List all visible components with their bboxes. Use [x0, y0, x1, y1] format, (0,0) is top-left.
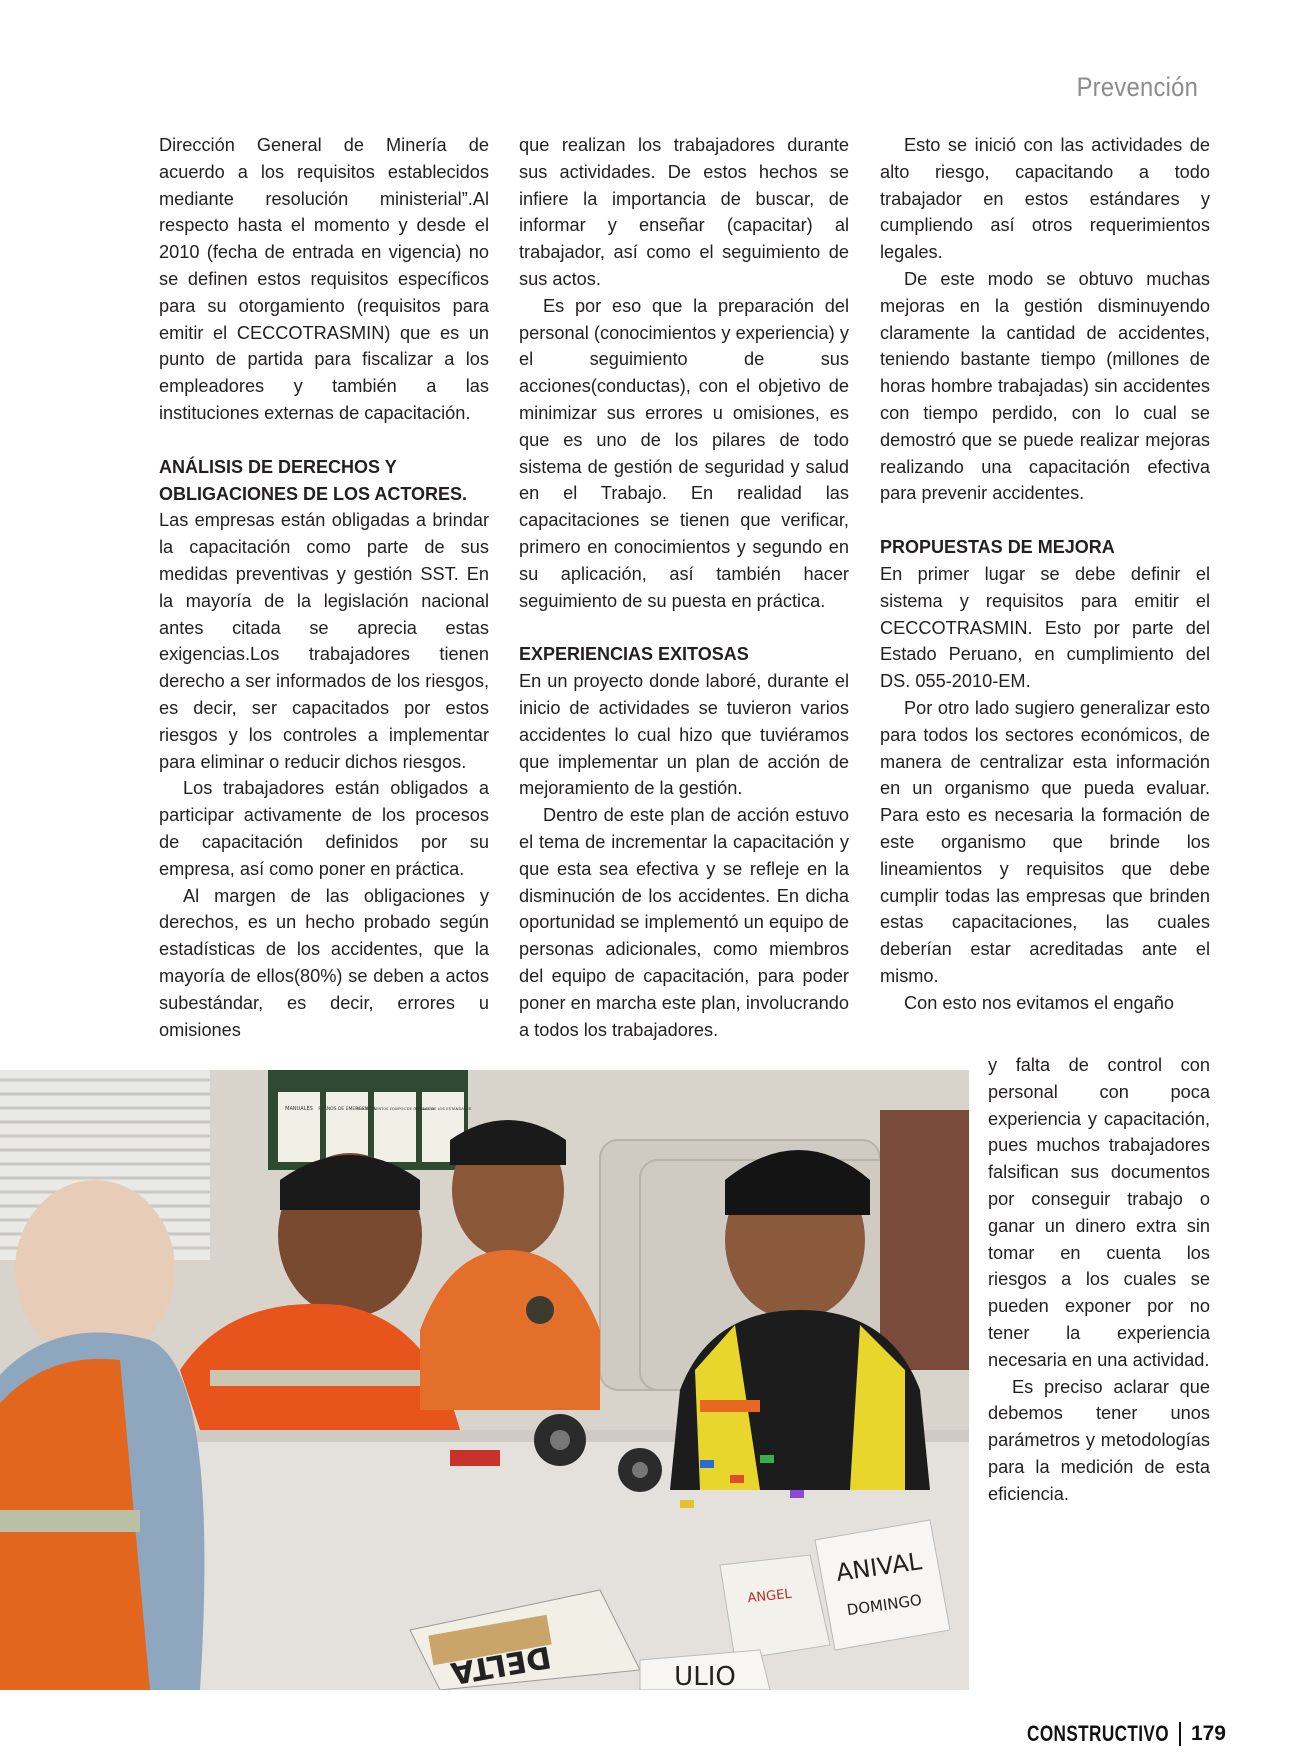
- paragraph: y falta de control con personal con poca experiencia y capacitación, pues muchos trabajadores falsifican sus documentos por conseguir trabajo o ganar un dinero extra sin tomar en cuenta los riesgos a los cuales se pueden exponer por no tener la experiencia necesaria en una actividad.: [988, 1055, 1210, 1370]
- card-text: ANGEL: [746, 1586, 793, 1607]
- booklet-title: DELTA: [448, 1638, 554, 1690]
- footer-separator: [1179, 1722, 1181, 1746]
- board-label: REGLAS DE LOS ESTÁNDARES: [414, 1106, 472, 1111]
- section-heading: PROPUESTAS DE MEJORA: [880, 537, 1115, 558]
- paragraph: En un proyecto donde laboré, durante el inicio de actividades se tuvieron varios accidentes lo cual hizo que tuviéramos que implementar un plan de acción de mejoramiento de la gestión.: [519, 671, 849, 799]
- board-label: PLANOS DE EMERGENCIA: [318, 1107, 376, 1112]
- paragraph: Es preciso aclarar que debemos tener unos parámetros y metodologías para la medición de esta eficiencia.: [988, 1376, 1210, 1504]
- page-footer: [987, 1721, 1226, 1747]
- paragraph: De este modo se obtuvo muchas mejoras en la gestión disminuyendo claramente la cantidad de accidentes, teniendo bastante tiempo (millones de horas hombre trabajadas) sin accidentes con tiempo perdido, con lo cual se demostró que se puede realizar mejoras realizando una capacitación efectiva para prevenir accidentes.: [880, 268, 1210, 504]
- card-text: ANIVAL: [834, 1547, 924, 1587]
- column-2: [519, 132, 849, 1043]
- board-label: MANUALES: [285, 1106, 313, 1112]
- name-card-anival: [815, 1520, 950, 1650]
- paragraph: Dentro de este plan de acción estuvo el tema de incrementar la capacitación y que esta sea efectiva y se refleje en la disminución de los accidentes. En dicha oportunidad se implementó un equipo de personas adicionales, como miembros del equipo de capacitación, para poder poner en marcha este plan, involucrando a todos los trabajadores.: [519, 805, 849, 1040]
- person-left: [0, 1180, 204, 1690]
- column-1: [159, 132, 489, 1043]
- column-3: [880, 132, 1210, 1017]
- paragraph: Las empresas están obligadas a brindar la capacitación como parte de sus medidas preventivas y gestión SST. En la mayoría de la legislación nacional antes citada se aprecia estas exigencias.Los trabajadores tienen derecho a ser informados de los riesgos, es decir, ser capacitados por estos riesgos y los controles a implementar para eliminar o reducir dichos riesgos.: [159, 510, 489, 772]
- training-photo: [0, 1070, 969, 1690]
- name-card-2: [720, 1555, 830, 1660]
- document-board: [268, 1070, 472, 1170]
- paragraph: Los trabajadores están obligados a participar activamente de los procesos de capacitación definidos por su empresa, así como poner en práctica.: [159, 778, 489, 879]
- paragraph: Al margen de las obligaciones y derechos, es un hecho probado según estadísticas de los accidentes, que la mayoría de ellos(80%) se deben a actos subestándar, es decir, errores u omisiones: [159, 885, 489, 1040]
- paragraph: Dirección General de Minería de acuerdo a los requisitos establecidos mediante resolución ministerial”.Al respecto hasta el momento y desde el 2010 (fecha de entrada en vigencia) no se definen estos requisitos específicos para su otorgamiento (requisitos para emitir el CECCOTRASMIN) que es un punto de partida para fiscalizar a los empleadores y también a las instituciones externas de capacitación.: [159, 135, 489, 423]
- paragraph: En primer lugar se debe definir el sistema y requisitos para emitir el CECCOTRASMIN. Esto por parte del Estado Peruano, en cumplimiento del DS. 055-2010-EM.: [880, 563, 1210, 692]
- paragraph: Con esto nos evitamos el engaño: [904, 992, 1174, 1013]
- section-label: Prevención: [1076, 72, 1198, 102]
- board-label: PROCEDIMIENTOS EQUIPOS DE OPERACIÓN: [355, 1107, 435, 1111]
- paragraph: Es por eso que la preparación del personal (conocimientos y experiencia) y el seguimiento de sus acciones(conductas), con el objetivo de minimizar sus errores u omisiones, es que es uno de los pilares de todo sistema de gestión de seguridad y salud en el Trabajo. En realidad las capacitaciones se tienen que verificar, primero en conocimientos y segundo en su aplicación, así también hacer seguimiento de su puesta en práctica.: [519, 295, 849, 611]
- section-heading: EXPERIENCIAS EXITOSAS: [519, 644, 749, 665]
- card-text: DOMINGO: [845, 1590, 923, 1620]
- section-heading: ANÁLISIS DE DERECHOS Y OBLIGACIONES DE LOS ACTORES.: [159, 456, 468, 504]
- page-number: 179: [1190, 1722, 1226, 1745]
- card-text: ULIO: [674, 1662, 736, 1690]
- magazine-brand: CONSTRUCTIVO: [1026, 1721, 1169, 1746]
- paragraph: que realizan los trabajadores durante sus actividades. De estos hechos se infiere la importancia de buscar, de informar y enseñar (capacitar) al trabajador, así como el seguimiento de sus actos.: [519, 135, 849, 289]
- paragraph: Por otro lado sugiero generalizar esto para todos los sectores económicos, de manera de centralizar esta información en un organismo que pueda evaluar. Para esto es necesaria la formación de este organismo que brinde los lineamientos y requisitos que debe cumplir todas las empresas que brinden estas capacitaciones, las cuales deberían estar acreditadas ante el mismo.: [880, 697, 1210, 986]
- paragraph: Esto se inició con las actividades de alto riesgo, capacitando a todo trabajador en estos estándares y cumpliendo así otros requerimientos legales.: [880, 135, 1210, 263]
- column-3-wrap: [988, 1052, 1210, 1508]
